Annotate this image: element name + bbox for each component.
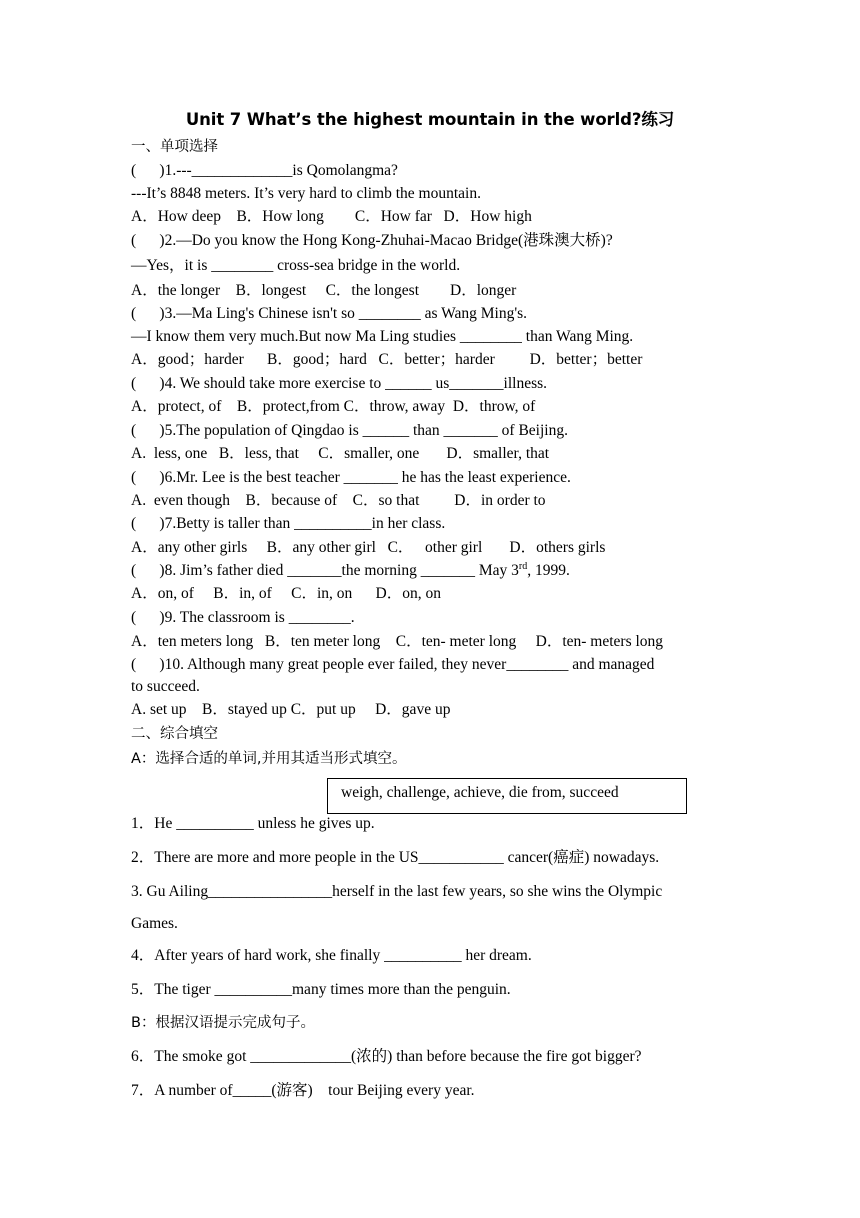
q1-context: ---It’s 8848 meters. It’s very hard to climb the mountain. bbox=[131, 185, 481, 202]
part-b-instruction: B：根据汉语提示完成句子。 bbox=[131, 1015, 315, 1031]
q2-context: —Yes，it is ________ cross-sea bridge in the world. bbox=[131, 257, 461, 274]
q3-context: —I know them very much.But now Ma Ling studies ________ than Wang Ming. bbox=[131, 328, 634, 345]
fill-item-3-cont: Games. bbox=[131, 915, 178, 932]
q6-options: A. even though B．because of C．so that D．in order to bbox=[131, 492, 546, 509]
q1-line: ( )1.---_____________is Qomolangma? bbox=[131, 162, 398, 179]
word-bank-box: weigh, challenge, achieve, die from, succeed bbox=[327, 778, 687, 814]
q10-options: A. set up B．stayed up C．put up D．gave up bbox=[131, 701, 451, 718]
q10-line: ( )10. Although many great people ever failed, they never________ and managed bbox=[131, 656, 655, 673]
q4-options: A．protect, of B．protect,from C．throw, away D．throw, of bbox=[131, 398, 536, 415]
q3-line: ( )3.—Ma Ling's Chinese isn't so ________ as Wang Ming's. bbox=[131, 305, 528, 322]
q5-options: A. less, one B．less, that C．smaller, one D．smaller, that bbox=[131, 445, 550, 462]
q9-line: ( )9. The classroom is ________. bbox=[131, 609, 355, 626]
q3-options: A．good；harder B．good；hard C．better；harder D．better；better bbox=[131, 351, 643, 368]
fill-item-6: 6．The smoke got _____________(浓的) than before because the fire got bigger? bbox=[131, 1048, 642, 1065]
section-2-heading: 二、综合填空 bbox=[131, 726, 218, 742]
q8-text: ( )8. Jim’s father died _______the morning _______ May 3 bbox=[131, 562, 519, 579]
q9-options: A．ten meters long B．ten meter long C．ten- meter long D．ten- meters long bbox=[131, 633, 664, 650]
q10-line-cont: to succeed. bbox=[131, 678, 200, 695]
page-title: Unit 7 What’s the highest mountain in the world?练习 bbox=[185, 110, 675, 129]
q1-options: A．How deep B．How long C．How far D．How high bbox=[131, 208, 532, 225]
q2-line: ( )2.—Do you know the Hong Kong-Zhuhai-Macao Bridge(港珠澳大桥)? bbox=[131, 232, 613, 249]
q6-line: ( )6.Mr. Lee is the best teacher _______ he has the least experience. bbox=[131, 469, 571, 486]
fill-item-1: 1．He __________ unless he gives up. bbox=[131, 815, 375, 832]
section-1-heading: 一、单项选择 bbox=[131, 139, 218, 155]
q8-line bbox=[131, 561, 570, 581]
q2-options: A．the longer B．longest C．the longest D．longer bbox=[131, 282, 517, 299]
fill-item-7: 7．A number of_____(游客) tour Beijing every year. bbox=[131, 1082, 475, 1099]
q5-line: ( )5.The population of Qingdao is ______ than _______ of Beijing. bbox=[131, 422, 568, 439]
fill-item-5: 5．The tiger __________many times more than the penguin. bbox=[131, 981, 511, 998]
part-a-instruction: A：选择合适的单词,并用其适当形式填空。 bbox=[131, 751, 407, 767]
q8-options: A．on, of B．in, of C．in, on D．on, on bbox=[131, 585, 442, 602]
q7-options: A．any other girls B．any other girl C． other girl D．others girls bbox=[131, 539, 606, 556]
q8-tail: , 1999. bbox=[527, 562, 570, 579]
fill-item-3: 3. Gu Ailing________________herself in the last few years, so she wins the Olympic bbox=[131, 883, 663, 900]
q7-line: ( )7.Betty is taller than __________in her class. bbox=[131, 515, 446, 532]
q4-line: ( )4. We should take more exercise to ______ us_______illness. bbox=[131, 375, 548, 392]
fill-item-2: 2．There are more and more people in the US___________ cancer(癌症) nowadays. bbox=[131, 849, 660, 866]
fill-item-4: 4．After years of hard work, she finally __________ her dream. bbox=[131, 947, 532, 964]
q8-superscript: rd bbox=[518, 560, 528, 572]
